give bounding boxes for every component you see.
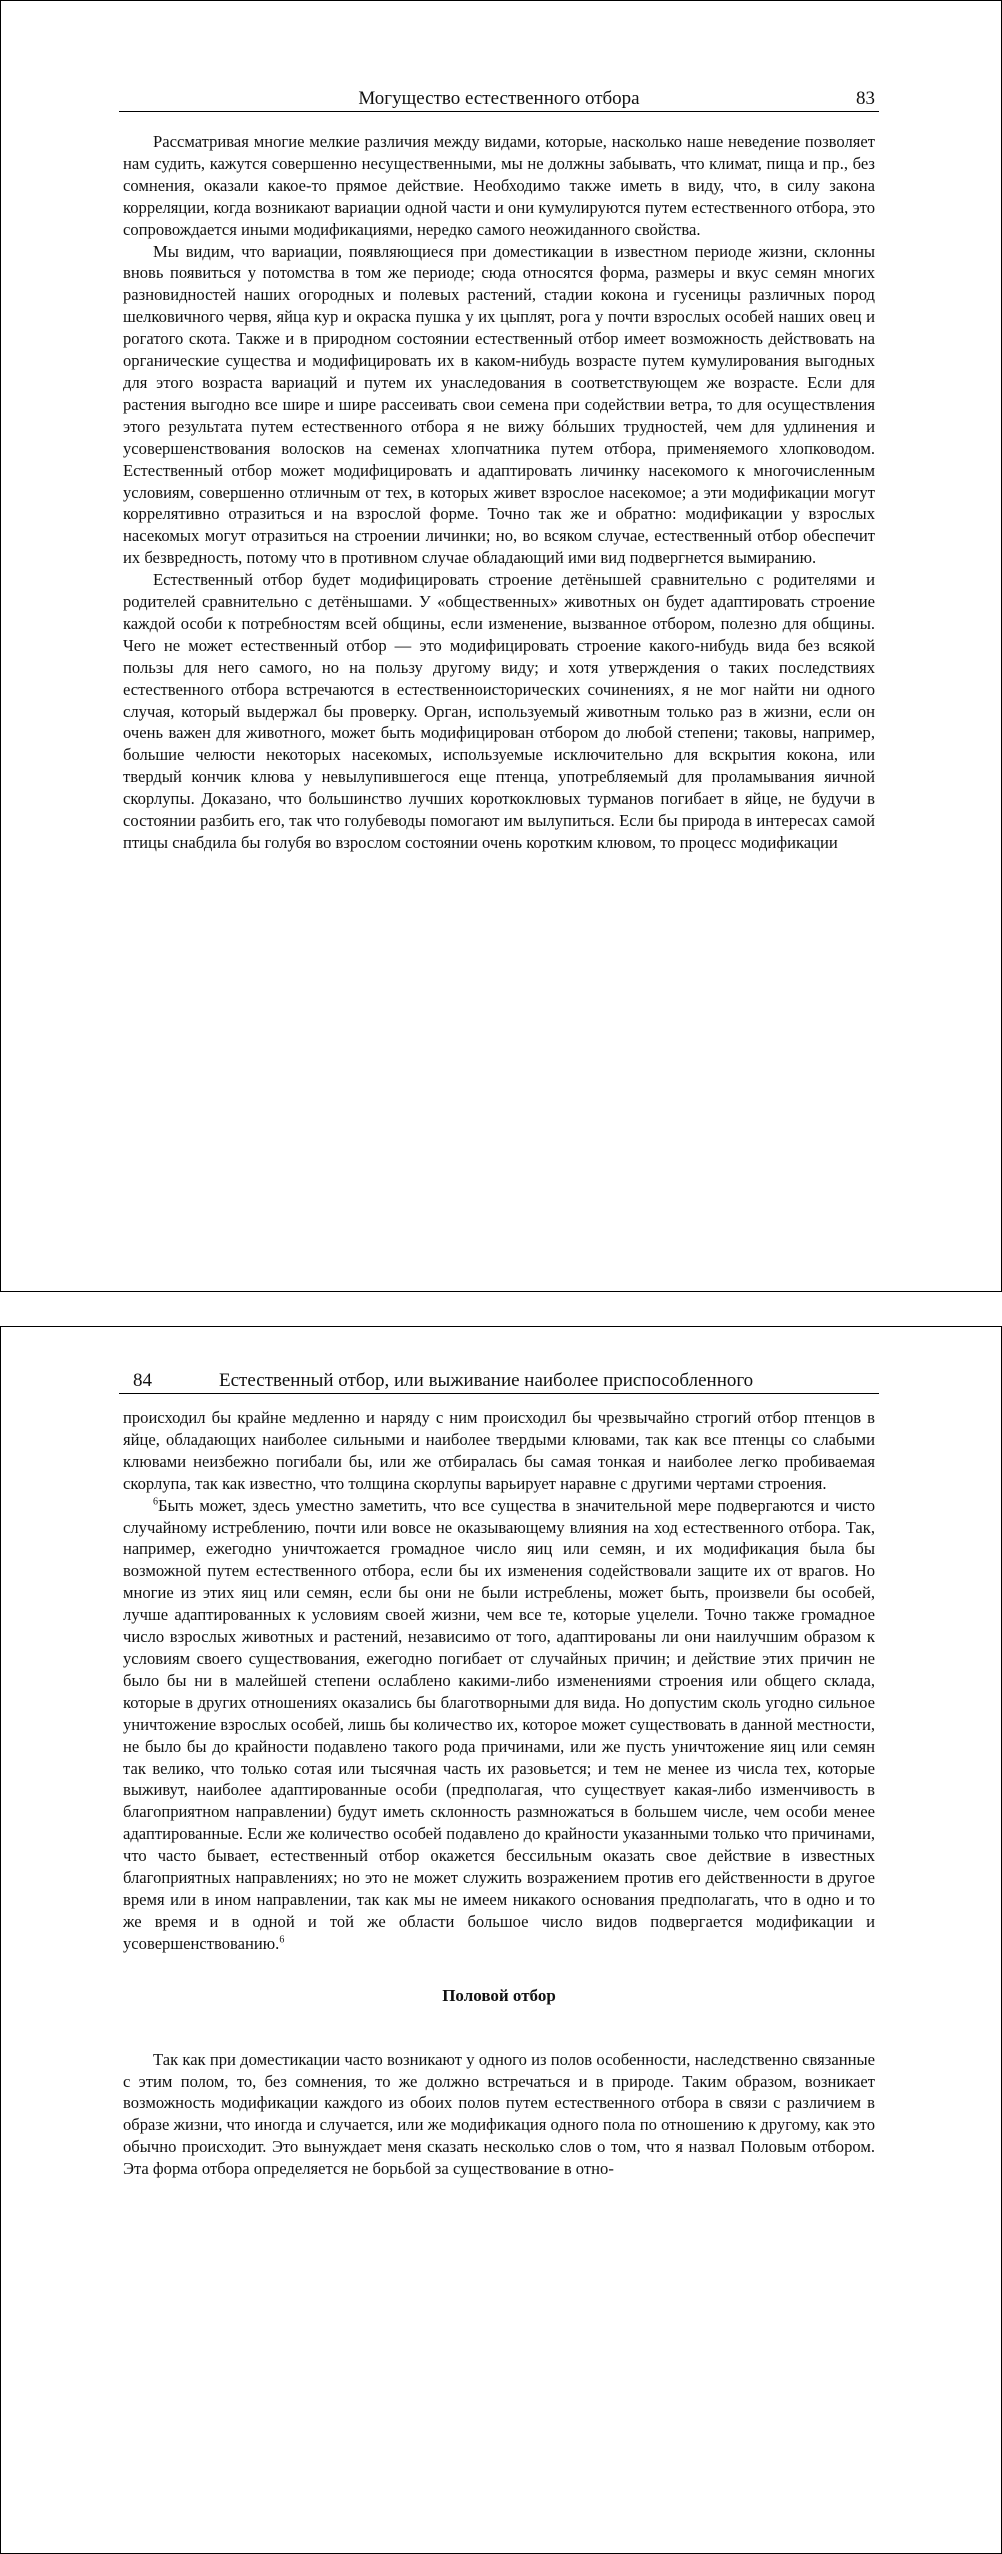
running-header-title: Могущество естественного отбора — [358, 88, 640, 109]
footnote-marker: 6 — [279, 1934, 285, 1946]
page-number: 84 — [133, 1370, 152, 1391]
paragraph: Рассматривая многие мелкие различия между видами, которые, насколько наше неведение позволяет нам судить, кажутся совершенно несущественными, мы не должны забывать, что климат, пища и пр., без сомнения, оказали какое-то прямое действие. Необходимо также иметь в виду, что, в силу закона корреляции, когда возникают вариации одной части и они кумулируются путем естественного отбора, это сопровождается иными модификациями, нередко самого неожиданного свойства. — [123, 132, 875, 239]
page-number: 83 — [856, 88, 875, 109]
paragraph-continued: происходил бы крайне медленно и наряду с ним происходил бы чрезвычайно строгий отбор птенцов в яйце, обладающих наиболее сильными и наиболее твердыми клювами, так как все птенцы со слабыми клювами неизбежно погибали бы, или же отбиралась бы самая тонкая и наиболее легко пробиваемая скорлупа, так как известно, что толщина скорлупы варьирует наравне с другими чертами строения. — [123, 1408, 875, 1493]
footnote-marker: 6 — [153, 1496, 158, 1508]
page-body — [123, 1407, 875, 2180]
paragraph-footnoted — [123, 1495, 875, 1955]
section-title: Половой отбор — [442, 1985, 556, 2005]
paragraph: Мы видим, что вариации, появляющиеся при доместикации в известном периоде жизни, склонны вновь появиться у потомства в том же периоде; сюда относятся форма, размеры и вкус семян многих разновидностей наших огородных и полевых растений, стадии кокона и гусеницы различных пород шелковичного червя, яйца кур и окраска пушка у их цыплят, рога у почти взрослых особей наших овец и рогатого скота. Также и в природном состоянии естественный отбор имеет возможность действовать на органические существа и модифицировать их в каком-нибудь возрасте путем кумулирования выгодных для этого возраста вариаций и путем их унаследования в соответствующем же возрасте. Если для растения выгодно все шире и шире рассеивать свои семена при содействии ветра, то для осуществления этого результата путем естественного отбора я не вижу бóльших трудностей, чем для удлинения и усовершенствования волосков на семенах хлопчатника путем отбора, применяемого хлопководом. Естественный отбор может модифицировать и адаптировать личинку насекомого к многочисленным условиям, совершенно отличным от тех, в которых живет взрослое насекомое; а эти модификации могут коррелятивно отразиться и на взрослой форме. Точно так же и обратно: модификации у взрослых насекомых могут отразиться на строении личинки; но, во всяком случае, естественный отбор обеспечит их безвредность, потому что в противном случае обладающий ими вид подвергнется вымиранию. — [123, 241, 875, 568]
paragraph: Так как при доместикации часто возникают у одного из полов особенности, наследственно связанные с этим полом, то, без сомнения, то же должно встречаться и в природе. Таким образом, возникает возможность модификации каждого из обоих полов путем естественного отбора в связи с различием в образе жизни, что иногда и случается, или же модификация одного пола по отношению к другому, как это обычно происходит. Это вынуждает меня сказать несколько слов о том, что я назвал Половым отбором. Эта форма отбора определяется не борьбой за существование в отно- — [123, 2049, 875, 2179]
paragraph-text: Быть может, здесь уместно заметить, что все существа в значительной мере подвергаются и чисто случайному истреблению, почти или вовсе не оказывающему влияния на ход естественного отбора. Так, например, ежегодно уничтожается громадное число яиц или семян, и их модификация была бы возможной путем естественного отбора, если бы их изменения содействовали защите их от врагов. Но многие из этих яиц или семян, если бы они не были истреблены, может быть, произвели бы особей, лучше адаптированных к условиям своей жизни, чем все те, которые уцелели. Точно также громадное число взрослых животных и растений, независимо от того, адаптированы ли они наилучшим образом к условиям своего существования, ежегодно погибает от случайных причин; и действие этих причин не было бы ни в малейшей степени ослаблено какими-либо изменениями строения или общего склада, которые в других отношениях оказались бы благотворными для вида. Но допустим сколь угодно сильное уничтожение взрослых особей, лишь бы количество их, которое может существовать в данной местности, не было бы до крайности подавлено такого рода причинами, или же пусть уничтожение яиц или семян так велико, что только сотая или тысячная часть их разовьется; и тем не менее из числа тех, которые выживут, наиболее адаптированные особи (предполагая, что существует какая-либо изменчивость в благоприятном направлении) будут иметь склонность размножаться в большем числе, чем особи менее адаптированные. Если же количество особей подавлено до крайности указанными только что причинами, что часто бывает, естественный отбор окажется бессильным оказать свое действие в известных благоприятных направлениях; но это не может служить возражением против его действенности в другое время или в ином направлении, так как мы не имеем никакого основания предполагать, что в одно и то же время и в одной и той же области большое число видов подвергается модификации и усовершенствованию. — [123, 1495, 875, 1953]
running-header — [119, 1369, 879, 1394]
page-84 — [0, 1326, 1002, 2554]
page-body — [123, 131, 875, 854]
running-header — [119, 87, 879, 112]
running-header-title: Естественный отбор, или выживание наиболее приспособленного — [219, 1370, 754, 1391]
paragraph: Естественный отбор будет модифицировать строение детёнышей сравнительно с родителями и родителей сравнительно с детёнышами. У «общественных» животных он будет адаптировать строение каждой особи к потребностям всей общины, если изменение, вызванное отбором, полезно для общины. Чего не может естественный отбор — это модифицировать строение какого-нибудь вида без всякой пользы для него самого, но на пользу другому виду; и хотя утверждения о таких последствиях естественного отбора встречаются в естественноисторических сочинениях, я не мог найти ни одного случая, который выдержал бы проверку. Орган, используемый животным только раз в жизни, если он очень важен для животного, может быть модифицирован отбором до любой степени; таковы, например, большие челюсти некоторых насекомых, используемые исключительно для вскрытия кокона, или твердый кончик клюва у невылупившегося еще птенца, употребляемый для проламывания яичной скорлупы. Доказано, что большинство лучших короткоклювых турманов погибает в яйце, не будучи в состоянии разбить его, так что голубеводы помогают им вылупиться. Если бы природа в интересах самой птицы снабдила бы голубя во взрослом состоянии очень коротким клювом, то процесс модификации — [123, 570, 875, 852]
